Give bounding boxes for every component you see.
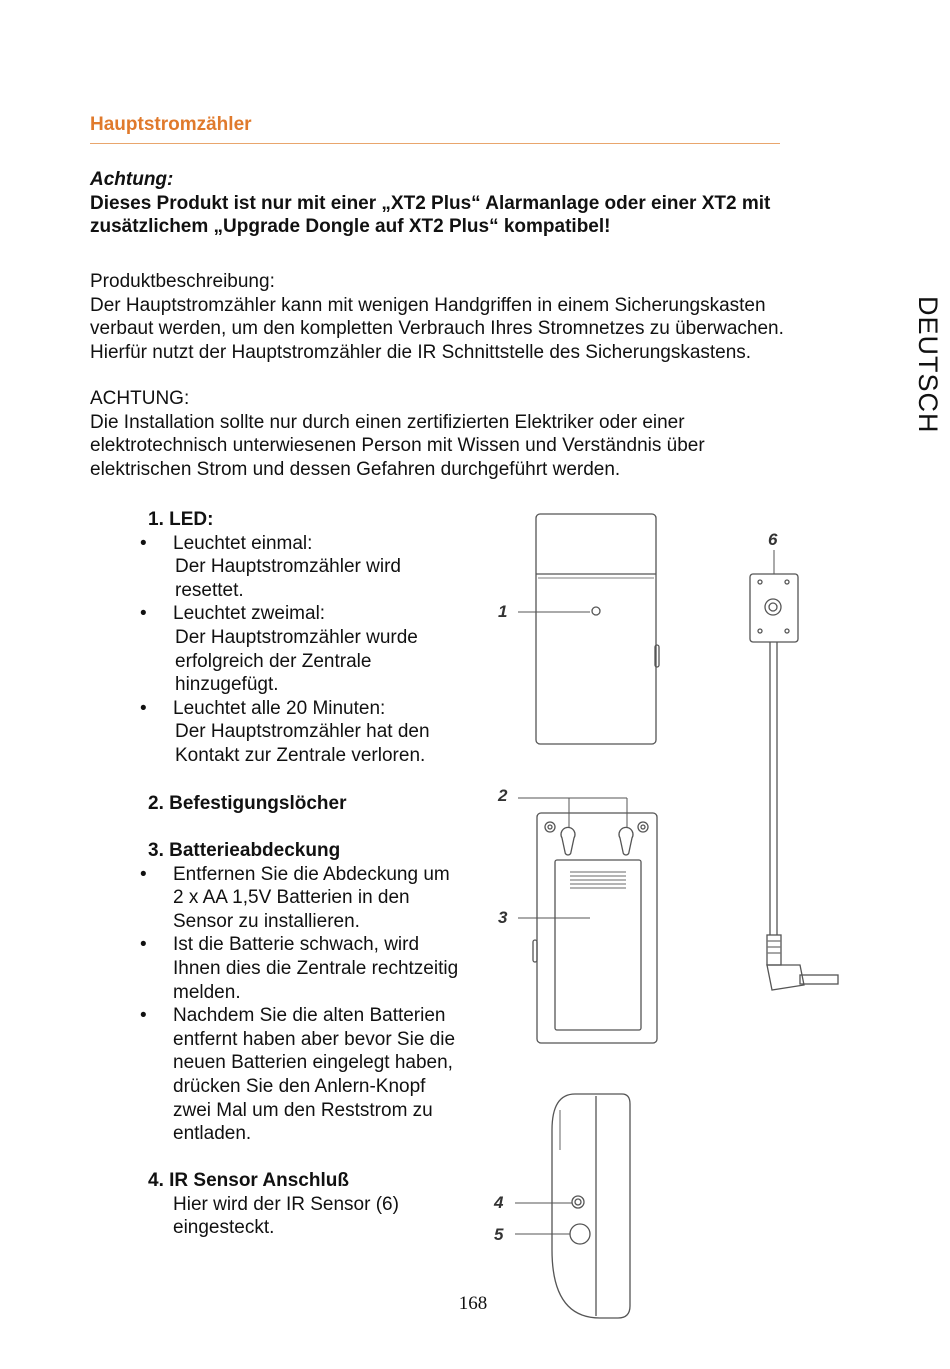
mounting-hole (561, 827, 575, 855)
attention-block (90, 168, 850, 239)
list-item: • Entfernen Sie die Abdeckung um (140, 863, 450, 885)
list-item-text: melden. (173, 981, 241, 1003)
list-item-text: hinzugefügt. (175, 674, 279, 696)
holes-heading: 2. Befestigungslöcher (148, 793, 347, 814)
description-line: Hierfür nutzt der Hauptstromzähler die IR Schnittstelle des Sicherungskastens. (90, 341, 752, 363)
list-item: • Ist die Batterie schwach, wird (140, 934, 420, 956)
page-number: 168 (458, 1293, 488, 1314)
section-divider (90, 143, 780, 144)
figure-label: 2 (498, 786, 508, 805)
cable-plug (767, 935, 781, 965)
device-front-view (536, 514, 656, 744)
description-line: verbaut werden, um den kompletten Verbrauch Ihres Stromnetzes zu überwachen. (90, 318, 784, 339)
list-item-text: drücken Sie den Anlern-Knopf (173, 1075, 426, 1097)
battery-cover (555, 860, 641, 1030)
battery-heading: 3. Batterieabdeckung (148, 840, 341, 861)
list-item: • Nachdem Sie die alten Batterien (140, 1005, 446, 1027)
language-side-tab: DEUTSCH (913, 296, 943, 434)
list-item: • Leuchtet zweimal: (140, 603, 326, 625)
list-item-text: Der Hauptstromzähler wird (175, 556, 401, 578)
figure-label: 5 (494, 1225, 504, 1244)
description-heading: Produktbeschreibung: (90, 271, 275, 292)
list-item-text: resettet. (175, 579, 244, 601)
section-title: Hauptstromzähler (90, 114, 252, 135)
figure-label: 1 (498, 602, 508, 621)
list-item-text: Der Hauptstromzähler hat den (175, 721, 430, 743)
ir-text: Hier wird der IR Sensor (6) (173, 1193, 399, 1215)
figure-label: 3 (498, 908, 508, 927)
ir-heading: 4. IR Sensor Anschluß (148, 1170, 349, 1191)
warning-line: elektrischen Strom und dessen Gefahren durchgeführt werden. (90, 458, 621, 480)
list-item-text: Ihnen dies die Zentrale rechtzeitig (173, 957, 459, 979)
learn-button (570, 1224, 590, 1244)
ir-port (572, 1196, 584, 1208)
ir-section (90, 1169, 485, 1240)
list-item-text: Der Hauptstromzähler wurde (175, 626, 418, 648)
warning-line: Die Installation sollte nur durch einen zertifizierten Elektriker oder einer (90, 411, 685, 433)
description-block (90, 270, 880, 364)
list-item: • Leuchtet einmal: (140, 532, 313, 554)
ir-text: eingesteckt. (173, 1217, 275, 1239)
list-item-text: Kontakt zur Zentrale verloren. (175, 744, 426, 766)
holes-section (90, 792, 485, 816)
figure-label: 6 (768, 530, 778, 549)
list-item-text: Sensor zu installieren. (173, 910, 360, 932)
list-item-text: entfernt haben aber bevor Sie die (173, 1028, 456, 1050)
list-item-text: zwei Mal um den Reststrom zu (173, 1099, 433, 1121)
attention-line: zusätzlichem „Upgrade Dongle auf XT2 Plus“ kompatibel! (90, 216, 611, 237)
warning-heading: ACHTUNG: (90, 388, 190, 409)
list-item-text: 2 x AA 1,5V Batterien in den (173, 887, 410, 909)
list-item-text: entladen. (173, 1123, 252, 1145)
warning-block (90, 387, 880, 481)
attention-line: Dieses Produkt ist nur mit einer „XT2 Plus“ Alarmanlage oder einer XT2 mit (90, 192, 771, 214)
battery-section (90, 839, 485, 1146)
device-illustration (480, 500, 860, 1330)
led-indicator (592, 607, 600, 615)
description-line: Der Hauptstromzähler kann mit wenigen Handgriffen in einem Sicherungskasten (90, 294, 766, 316)
list-item-text: neuen Batterien eingelegt haben, (173, 1052, 453, 1074)
ir-sensor-head (750, 574, 798, 642)
warning-line: elektrotechnisch unterwiesenen Person mit Wissen und Verständnis über (90, 435, 705, 456)
led-heading: 1. LED: (148, 509, 214, 530)
mounting-hole (619, 827, 633, 855)
list-item: • Leuchtet alle 20 Minuten: (140, 697, 386, 719)
list-item-text: erfolgreich der Zentrale (175, 650, 372, 672)
device-side-view (552, 1094, 630, 1318)
figure-label: 4 (494, 1193, 504, 1212)
led-section (90, 508, 485, 768)
attention-label: Achtung: (90, 169, 174, 190)
